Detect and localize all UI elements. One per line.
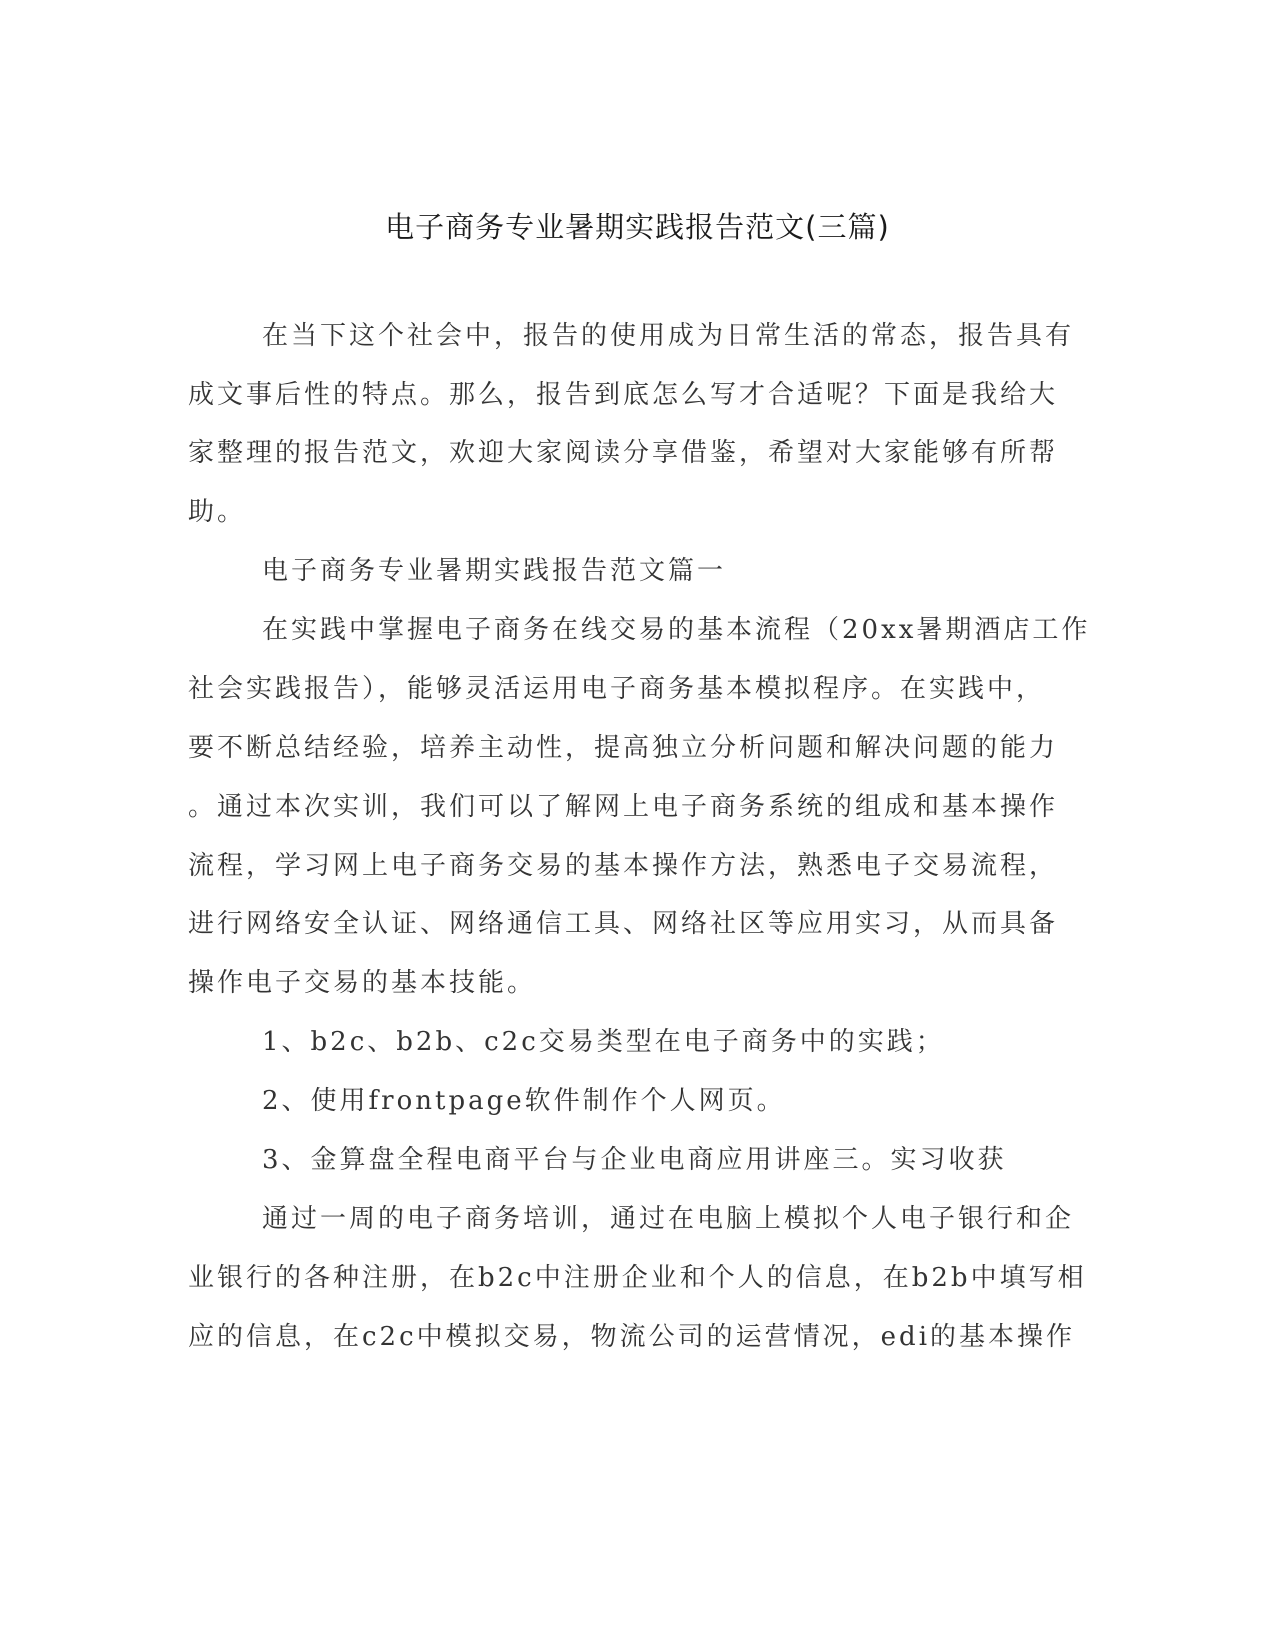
text-line: 。通过本次实训，我们可以了解网上电子商务系统的组成和基本操作	[188, 792, 1059, 822]
text-line: 在实践中掌握电子商务在线交易的基本流程（20xx暑期酒店工作	[262, 615, 1091, 645]
text-line: 应的信息，在c2c中模拟交易，物流公司的运营情况，edi的基本操作	[188, 1322, 1076, 1352]
page-title: 电子商务专业暑期实践报告范文(三篇)	[385, 210, 890, 244]
text-line: 进行网络安全认证、网络通信工具、网络社区等应用实习，从而具备	[188, 909, 1059, 939]
text-line: 家整理的报告范文，欢迎大家阅读分享借鉴，希望对大家能够有所帮	[188, 438, 1059, 468]
text-line: 要不断总结经验，培养主动性，提高独立分析问题和解决问题的能力	[188, 733, 1059, 763]
text-line: 成文事后性的特点。那么，报告到底怎么写才合适呢？下面是我给大	[188, 380, 1059, 410]
text-line: 在当下这个社会中，报告的使用成为日常生活的常态，报告具有	[262, 321, 1075, 351]
section-heading: 电子商务专业暑期实践报告范文篇一	[262, 556, 727, 586]
text-line: 社会实践报告），能够灵活运用电子商务基本模拟程序。在实践中，	[188, 674, 1046, 704]
text-line: 操作电子交易的基本技能。	[188, 968, 537, 998]
text-line: 流程，学习网上电子商务交易的基本操作方法，熟悉电子交易流程，	[188, 851, 1059, 881]
text-line: 业银行的各种注册，在b2c中注册企业和个人的信息，在b2b中填写相	[188, 1263, 1087, 1293]
list-item: 3、金算盘全程电商平台与企业电商应用讲座三。实习收获	[262, 1145, 1007, 1175]
list-item: 2、使用frontpage软件制作个人网页。	[262, 1086, 786, 1116]
text-line: 通过一周的电子商务培训，通过在电脑上模拟个人电子银行和企	[262, 1204, 1075, 1234]
text-line: 助。	[188, 497, 247, 527]
list-item: 1、b2c、b2b、c2c交易类型在电子商务中的实践；	[262, 1027, 945, 1057]
